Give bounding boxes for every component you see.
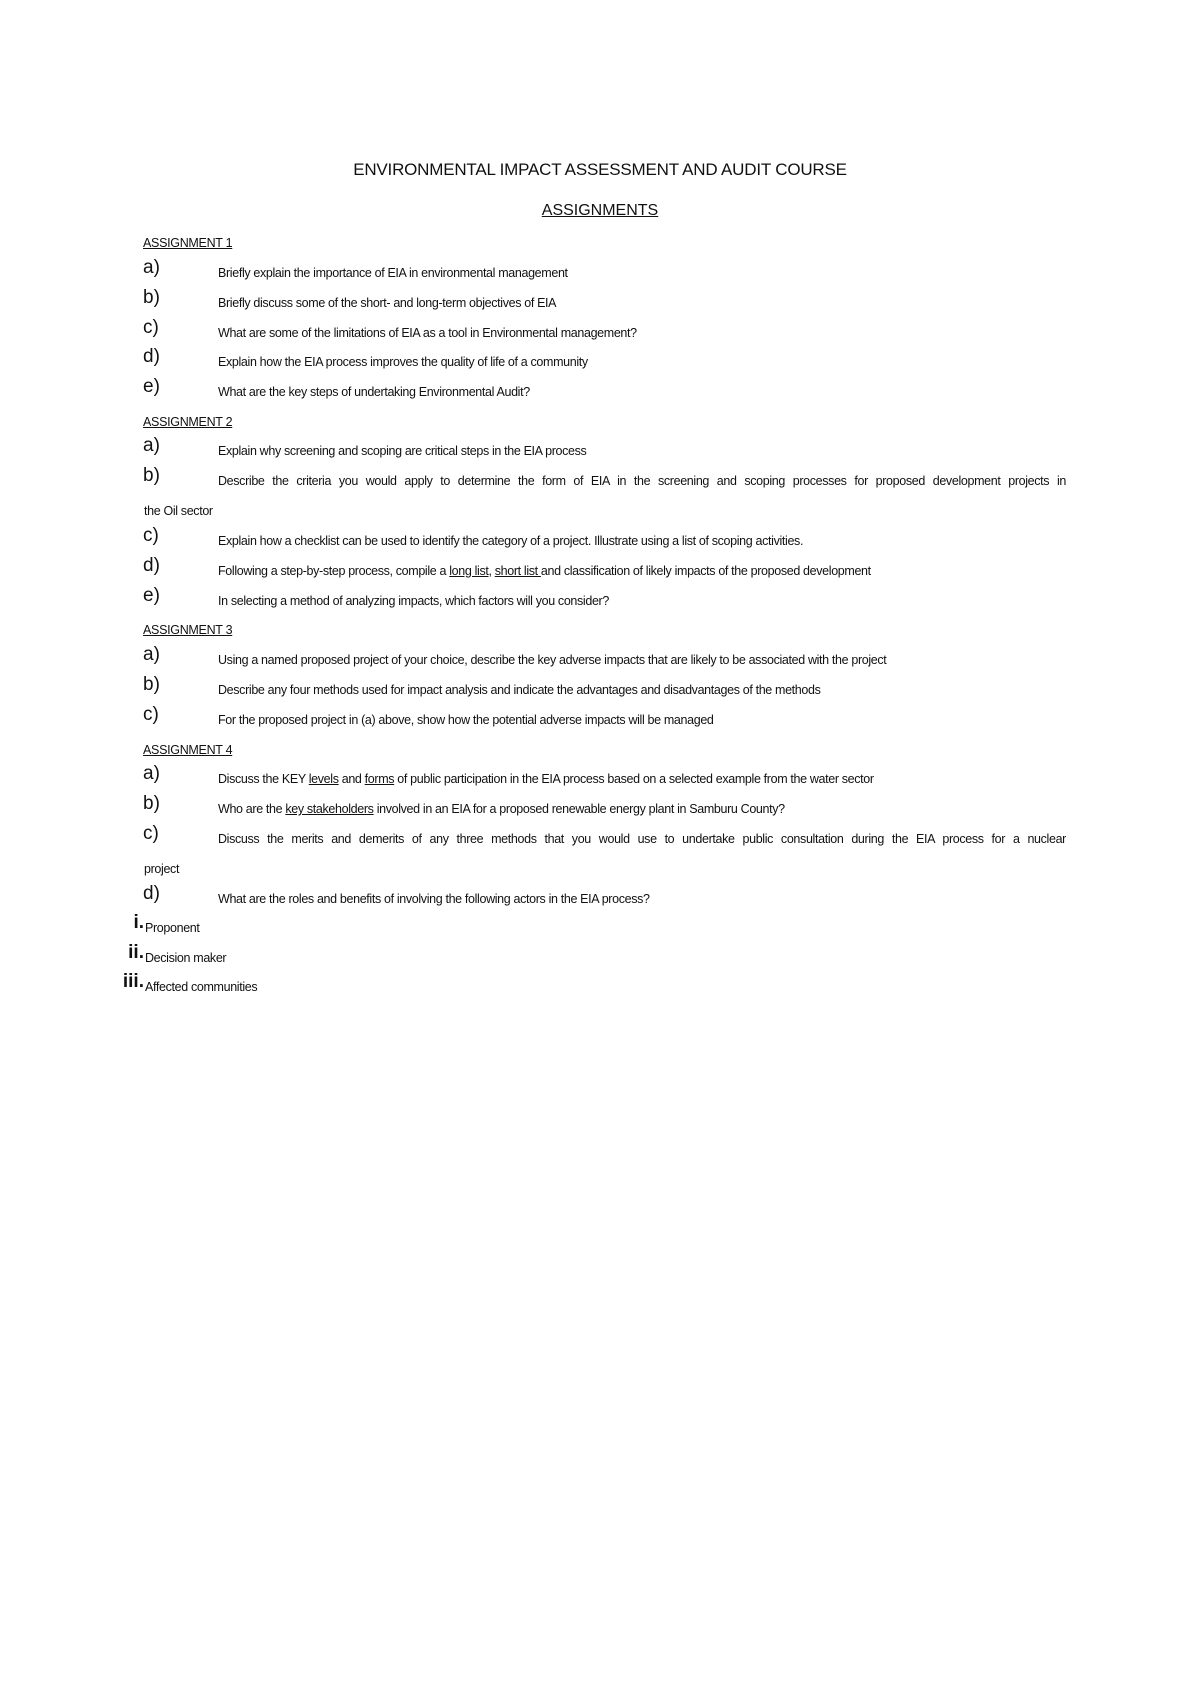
question-label: d) (143, 346, 160, 367)
question-text: What are some of the limitations of EIA as a tool in Environmental management? (218, 326, 637, 340)
question-text: In selecting a method of analyzing impacts, which factors will you consider? (218, 594, 609, 608)
question-text-part: of public participation in the EIA process based on a selected example from the water sector (394, 772, 874, 786)
long-list-term: long list (449, 564, 489, 578)
sub-item-label: ii. (128, 942, 144, 963)
document-title: ENVIRONMENTAL IMPACT ASSESSMENT AND AUDIT COURSE (353, 160, 847, 179)
sub-item-text: Proponent (145, 921, 200, 935)
question-label: b) (143, 674, 160, 695)
question-text: What are the key steps of undertaking Environmental Audit? (218, 385, 530, 399)
question-label: e) (143, 376, 160, 397)
levels-term: levels (308, 772, 339, 786)
question-label: b) (143, 465, 160, 486)
question-text (218, 564, 871, 578)
sub-item-label: i. (133, 912, 144, 933)
question-text: What are the roles and benefits of involving the following actors in the EIA process? (218, 892, 650, 906)
question-label: c) (143, 704, 159, 725)
question-label: b) (143, 287, 160, 308)
question-text-continuation: project (144, 862, 180, 876)
sub-item-label: iii. (122, 971, 144, 992)
question-label: c) (143, 823, 159, 844)
question-text-part: , (488, 564, 495, 578)
question-text-part: involved in an EIA for a proposed renewable energy plant in Samburu County? (373, 802, 785, 816)
question-label: c) (143, 525, 159, 546)
question-text: Describe any four methods used for impact analysis and indicate the advantages and disadvantages of the methods (218, 683, 821, 697)
question-text-continuation: the Oil sector (144, 504, 213, 518)
question-text-part: Discuss the KEY (218, 772, 309, 786)
question-text-part: and (338, 772, 365, 786)
assignment-3-heading: ASSIGNMENT 3 (143, 623, 233, 637)
question-label: e) (143, 585, 160, 606)
question-text: Discuss the merits and demerits of any three methods that you would use to undertake public consultation during the EIA process for a nuclear (218, 832, 1066, 846)
assignment-1-heading: ASSIGNMENT 1 (143, 236, 233, 250)
question-text: Describe the criteria you would apply to determine the form of EIA in the screening and scoping processes for proposed development projects in (218, 474, 1066, 488)
question-text: Explain how the EIA process improves the quality of life of a community (218, 355, 588, 369)
assignment-4-heading: ASSIGNMENT 4 (143, 743, 233, 757)
question-label: a) (143, 644, 160, 665)
question-label: d) (143, 883, 160, 904)
sub-item-text: Decision maker (145, 951, 227, 965)
question-text-part: Following a step-by-step process, compile a (218, 564, 450, 578)
question-text-part: and classification of likely impacts of the proposed development (540, 564, 871, 578)
question-label: a) (143, 257, 160, 278)
question-label: d) (143, 555, 160, 576)
assignment-2-heading: ASSIGNMENT 2 (143, 415, 233, 429)
key-stakeholders-term: key stakeholders (285, 802, 374, 816)
question-text-part: Who are the (218, 802, 286, 816)
question-text (218, 802, 785, 816)
question-label: a) (143, 763, 160, 784)
question-text: Briefly discuss some of the short- and long-term objectives of EIA (218, 296, 557, 310)
question-text: For the proposed project in (a) above, show how the potential adverse impacts will be managed (218, 713, 714, 727)
question-text: Explain how a checklist can be used to identify the category of a project. Illustrate using a list of scoping activities. (218, 534, 804, 548)
short-list-term: short list (494, 564, 541, 578)
question-text: Using a named proposed project of your choice, describe the key adverse impacts that are likely to be associated with the project (218, 653, 887, 667)
question-label: a) (143, 435, 160, 456)
question-text (218, 772, 874, 786)
sub-item-text: Affected communities (145, 980, 258, 994)
document-subtitle: ASSIGNMENTS (541, 202, 659, 219)
question-label: b) (143, 793, 160, 814)
question-text: Explain why screening and scoping are critical steps in the EIA process (218, 444, 587, 458)
question-label: c) (143, 317, 159, 338)
forms-term: forms (364, 772, 395, 786)
question-text: Briefly explain the importance of EIA in environmental management (218, 266, 568, 280)
